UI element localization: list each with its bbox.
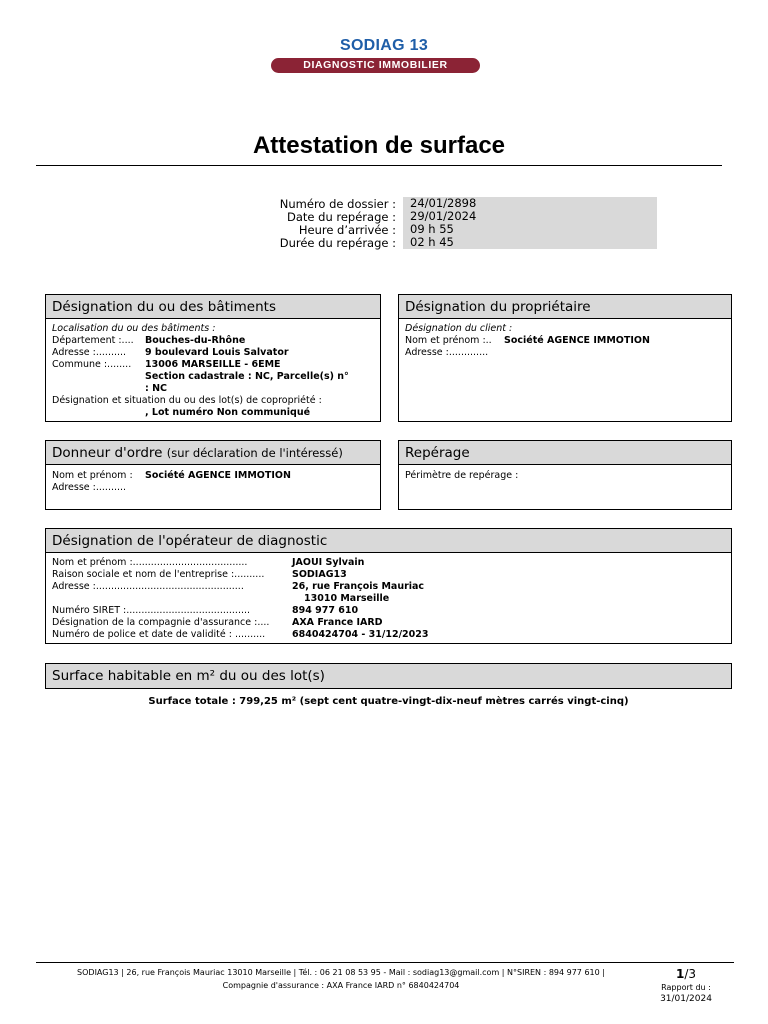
survey-duration-value: 02 h 45 xyxy=(403,236,657,249)
surface-total: Surface totale : 799,25 m² (sept cent quatre-vingt-dix-neuf mètres carrés vingt-cinq) xyxy=(148,696,629,707)
owner-box xyxy=(398,294,732,422)
operator-box xyxy=(45,528,732,644)
policy-value: 6840424704 - 31/12/2023 xyxy=(292,629,429,640)
siret-label: Numéro SIRET :......................................... xyxy=(52,605,251,616)
report-label: Rapport du : xyxy=(661,983,711,992)
operator-address-city: 13010 Marseille xyxy=(304,593,390,604)
owner-name-label: Nom et prénom :.. xyxy=(405,335,492,346)
ordering-party-title-note: (sur déclaration de l'intéressé) xyxy=(166,446,343,460)
owner-box-title: Désignation du propriétaire xyxy=(399,295,731,319)
page-number xyxy=(662,967,710,981)
commune-label: Commune :........ xyxy=(52,359,132,370)
dossier-number-value: 24/01/2898 xyxy=(403,197,657,210)
client-label: Désignation du client : xyxy=(405,323,513,334)
ordering-party-address-label: Adresse :.......... xyxy=(52,482,127,493)
brand-name: SODIAG 13 xyxy=(339,37,429,54)
footer-company-info: SODIAG13 | 26, rue François Mauriac 13010 Marseille | Tél. : 06 21 08 53 95 - Mail : sodiag13@gmail.com | N°SIREN : 894 977 610 | xyxy=(77,968,605,977)
company-label: Raison sociale et nom de l'entreprise :.......... xyxy=(52,569,265,580)
arrival-time-value: 09 h 55 xyxy=(403,223,657,236)
buildings-box-title: Désignation du ou des bâtiments xyxy=(46,295,380,319)
survey-box xyxy=(398,440,732,510)
siret-value: 894 977 610 xyxy=(292,605,359,616)
report-date: 31/01/2024 xyxy=(660,994,712,1004)
operator-name-value: JAOUI Sylvain xyxy=(292,557,365,568)
surface-box-title: Surface habitable en m² du ou des lot(s) xyxy=(46,664,731,688)
page-title: Attestation de surface xyxy=(252,132,506,159)
page-total: /3 xyxy=(684,967,697,981)
insurance-label: Désignation de la compagnie d'assurance :.... xyxy=(52,617,270,628)
cadastre-value-cont: : NC xyxy=(145,383,168,394)
title-divider xyxy=(36,165,722,166)
dossier-number-label: Numéro de dossier : xyxy=(279,197,396,211)
ordering-party-name-value: Société AGENCE IMMOTION xyxy=(145,470,291,481)
commune-value: 13006 MARSEILLE - 6EME xyxy=(145,359,281,370)
operator-box-title: Désignation de l'opérateur de diagnostic xyxy=(46,529,731,553)
insurance-value: AXA France IARD xyxy=(292,617,383,628)
footer-insurance: Compagnie d'assurance : AXA France IARD n° 6840424704 xyxy=(222,981,460,990)
ordering-party-title-text: Donneur d'ordre xyxy=(52,445,163,461)
survey-box-title: Repérage xyxy=(399,441,731,465)
buildings-location-label: Localisation du ou des bâtiments : xyxy=(52,323,216,334)
page-current: 1 xyxy=(675,967,685,981)
department-value: Bouches-du-Rhône xyxy=(145,335,246,346)
address-label: Adresse :.......... xyxy=(52,347,127,358)
policy-label: Numéro de police et date de validité : .......... xyxy=(52,629,266,640)
lots-label: Désignation et situation du ou des lot(s) de copropriété : xyxy=(52,395,322,406)
brand-tagline: DIAGNOSTIC IMMOBILIER xyxy=(271,58,480,73)
owner-address-label: Adresse :............. xyxy=(405,347,489,358)
footer-divider xyxy=(36,962,734,963)
operator-name-label: Nom et prénom :...................................... xyxy=(52,557,248,568)
survey-perimeter-label: Périmètre de repérage : xyxy=(405,470,519,481)
survey-date-label: Date du repérage : xyxy=(287,210,396,224)
ordering-party-name-label: Nom et prénom : xyxy=(52,470,133,481)
address-value: 9 boulevard Louis Salvator xyxy=(145,347,289,358)
department-label: Département :.... xyxy=(52,335,134,346)
survey-date-value: 29/01/2024 xyxy=(403,210,657,223)
surface-box xyxy=(45,663,732,689)
ordering-party-title xyxy=(46,441,380,465)
cadastre-value: Section cadastrale : NC, Parcelle(s) n° xyxy=(145,371,349,382)
lots-value: , Lot numéro Non communiqué xyxy=(145,407,311,418)
operator-address-value: 26, rue François Mauriac xyxy=(292,581,425,592)
ordering-party-box xyxy=(45,440,381,510)
survey-duration-label: Durée du repérage : xyxy=(279,236,396,250)
buildings-box xyxy=(45,294,381,422)
owner-name-value: Société AGENCE IMMOTION xyxy=(504,335,650,346)
arrival-time-label: Heure d’arrivée : xyxy=(298,223,396,237)
company-value: SODIAG13 xyxy=(292,569,347,580)
operator-address-label: Adresse :................................................. xyxy=(52,581,244,592)
